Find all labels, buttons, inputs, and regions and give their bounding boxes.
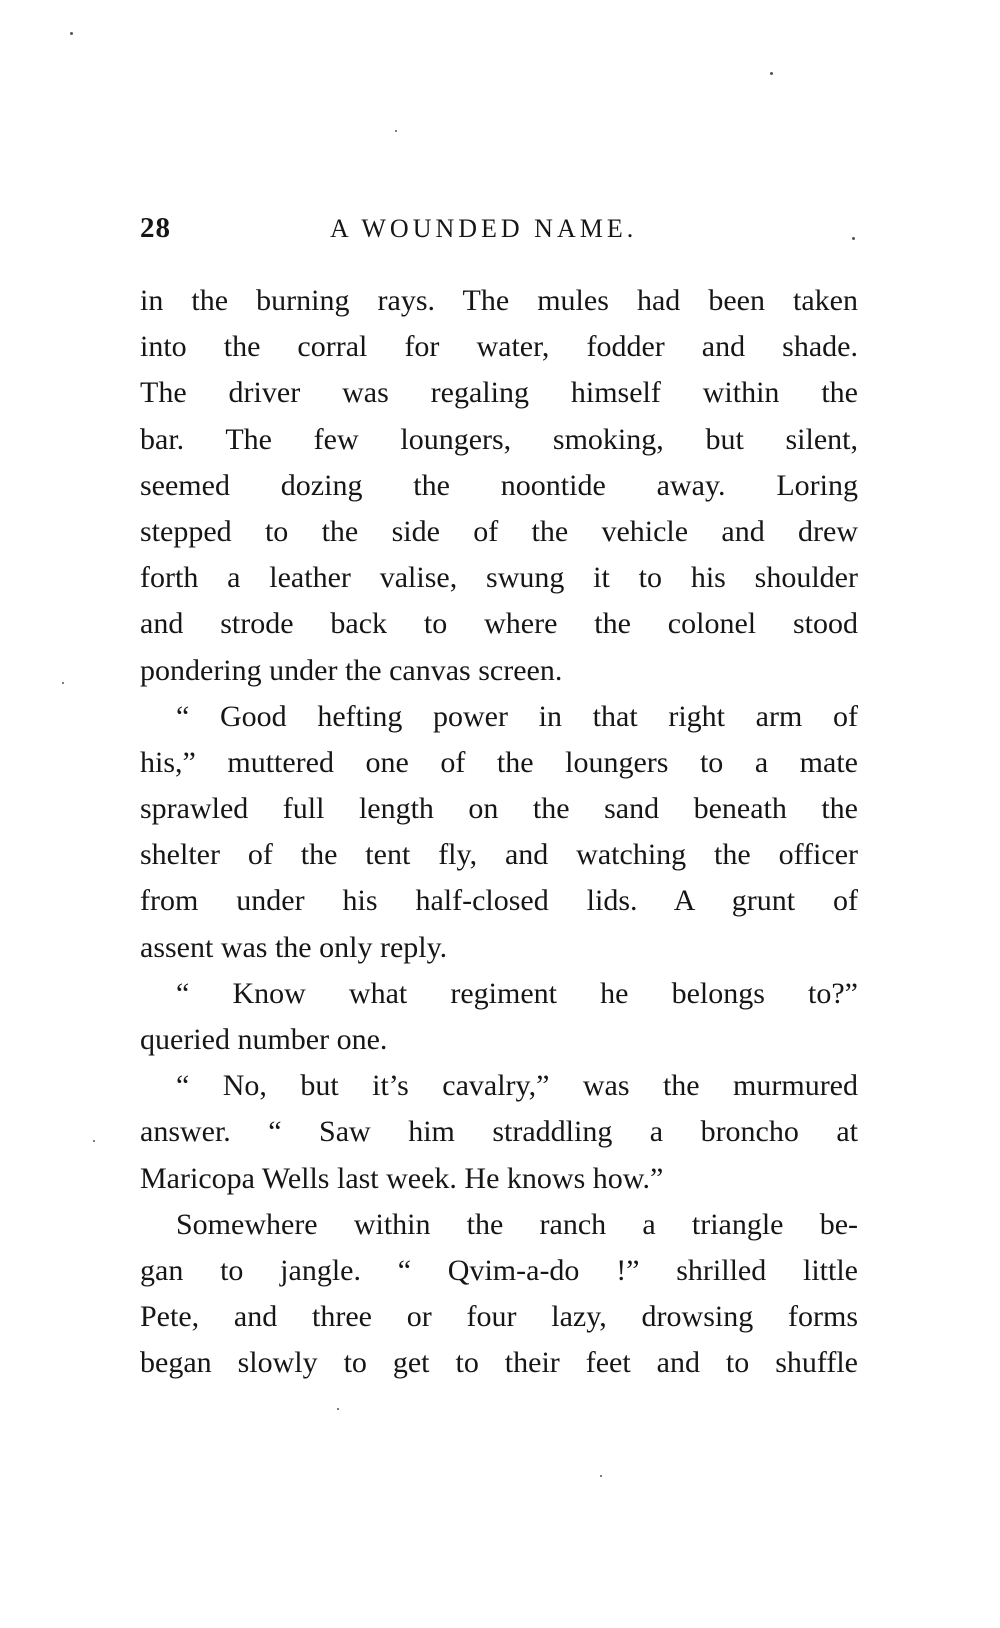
page-header [140,212,860,252]
page-number: 28 [140,212,171,244]
paper-speck [62,682,64,684]
text-line: from under his half-closed lids. A grunt of [140,884,858,918]
paper-speck [770,72,773,75]
paper-speck [395,130,397,132]
paper-speck [600,1475,602,1477]
paper-speck [337,1408,339,1410]
paper-speck [70,32,73,35]
text-line: stepped to the side of the vehicle and drew [140,514,858,548]
text-line: into the corral for water, fodder and shade. [140,330,858,364]
text-line: his,” muttered one of the loungers to a mate [140,745,858,779]
paper-speck [93,1140,95,1142]
body-text [140,278,858,1387]
text-line: Maricopa Wells last week. He knows how.” [140,1161,664,1195]
text-line: shelter of the tent fly, and watching the officer [140,838,858,872]
text-line: assent was the only reply. [140,930,448,964]
text-line: The driver was regaling himself within the [140,376,858,410]
running-title: A WOUNDED NAME. [330,214,638,243]
text-line: began slowly to get to their feet and to shuffle [140,1346,858,1380]
text-line: forth a leather valise, swung it to his shoulder [140,561,858,595]
text-line: “ No, but it’s cavalry,” was the murmured [176,1069,858,1103]
text-line: sprawled full length on the sand beneath the [140,792,858,826]
text-line: Somewhere within the ranch a triangle be- [176,1207,858,1241]
text-line: queried number one. [140,1023,388,1056]
text-line: in the burning rays. The mules had been taken [140,284,858,317]
text-line: bar. The few loungers, smoking, but silent, [140,422,858,456]
text-line: answer. “ Saw him straddling a broncho at [140,1115,858,1149]
text-line: pondering under the canvas screen. [140,653,563,687]
paper-speck [852,237,855,240]
text-line: “ Good hefting power in that right arm of [176,699,858,733]
text-line: seemed dozing the noontide away. Loring [140,468,858,502]
text-line: gan to jangle. “ Qvim-a-do !” shrilled little [140,1253,858,1287]
text-line: Pete, and three or four lazy, drowsing forms [140,1300,858,1334]
text-line: “ Know what regiment he belongs to?” [176,976,858,1010]
text-line: and strode back to where the colonel stood [140,607,858,641]
